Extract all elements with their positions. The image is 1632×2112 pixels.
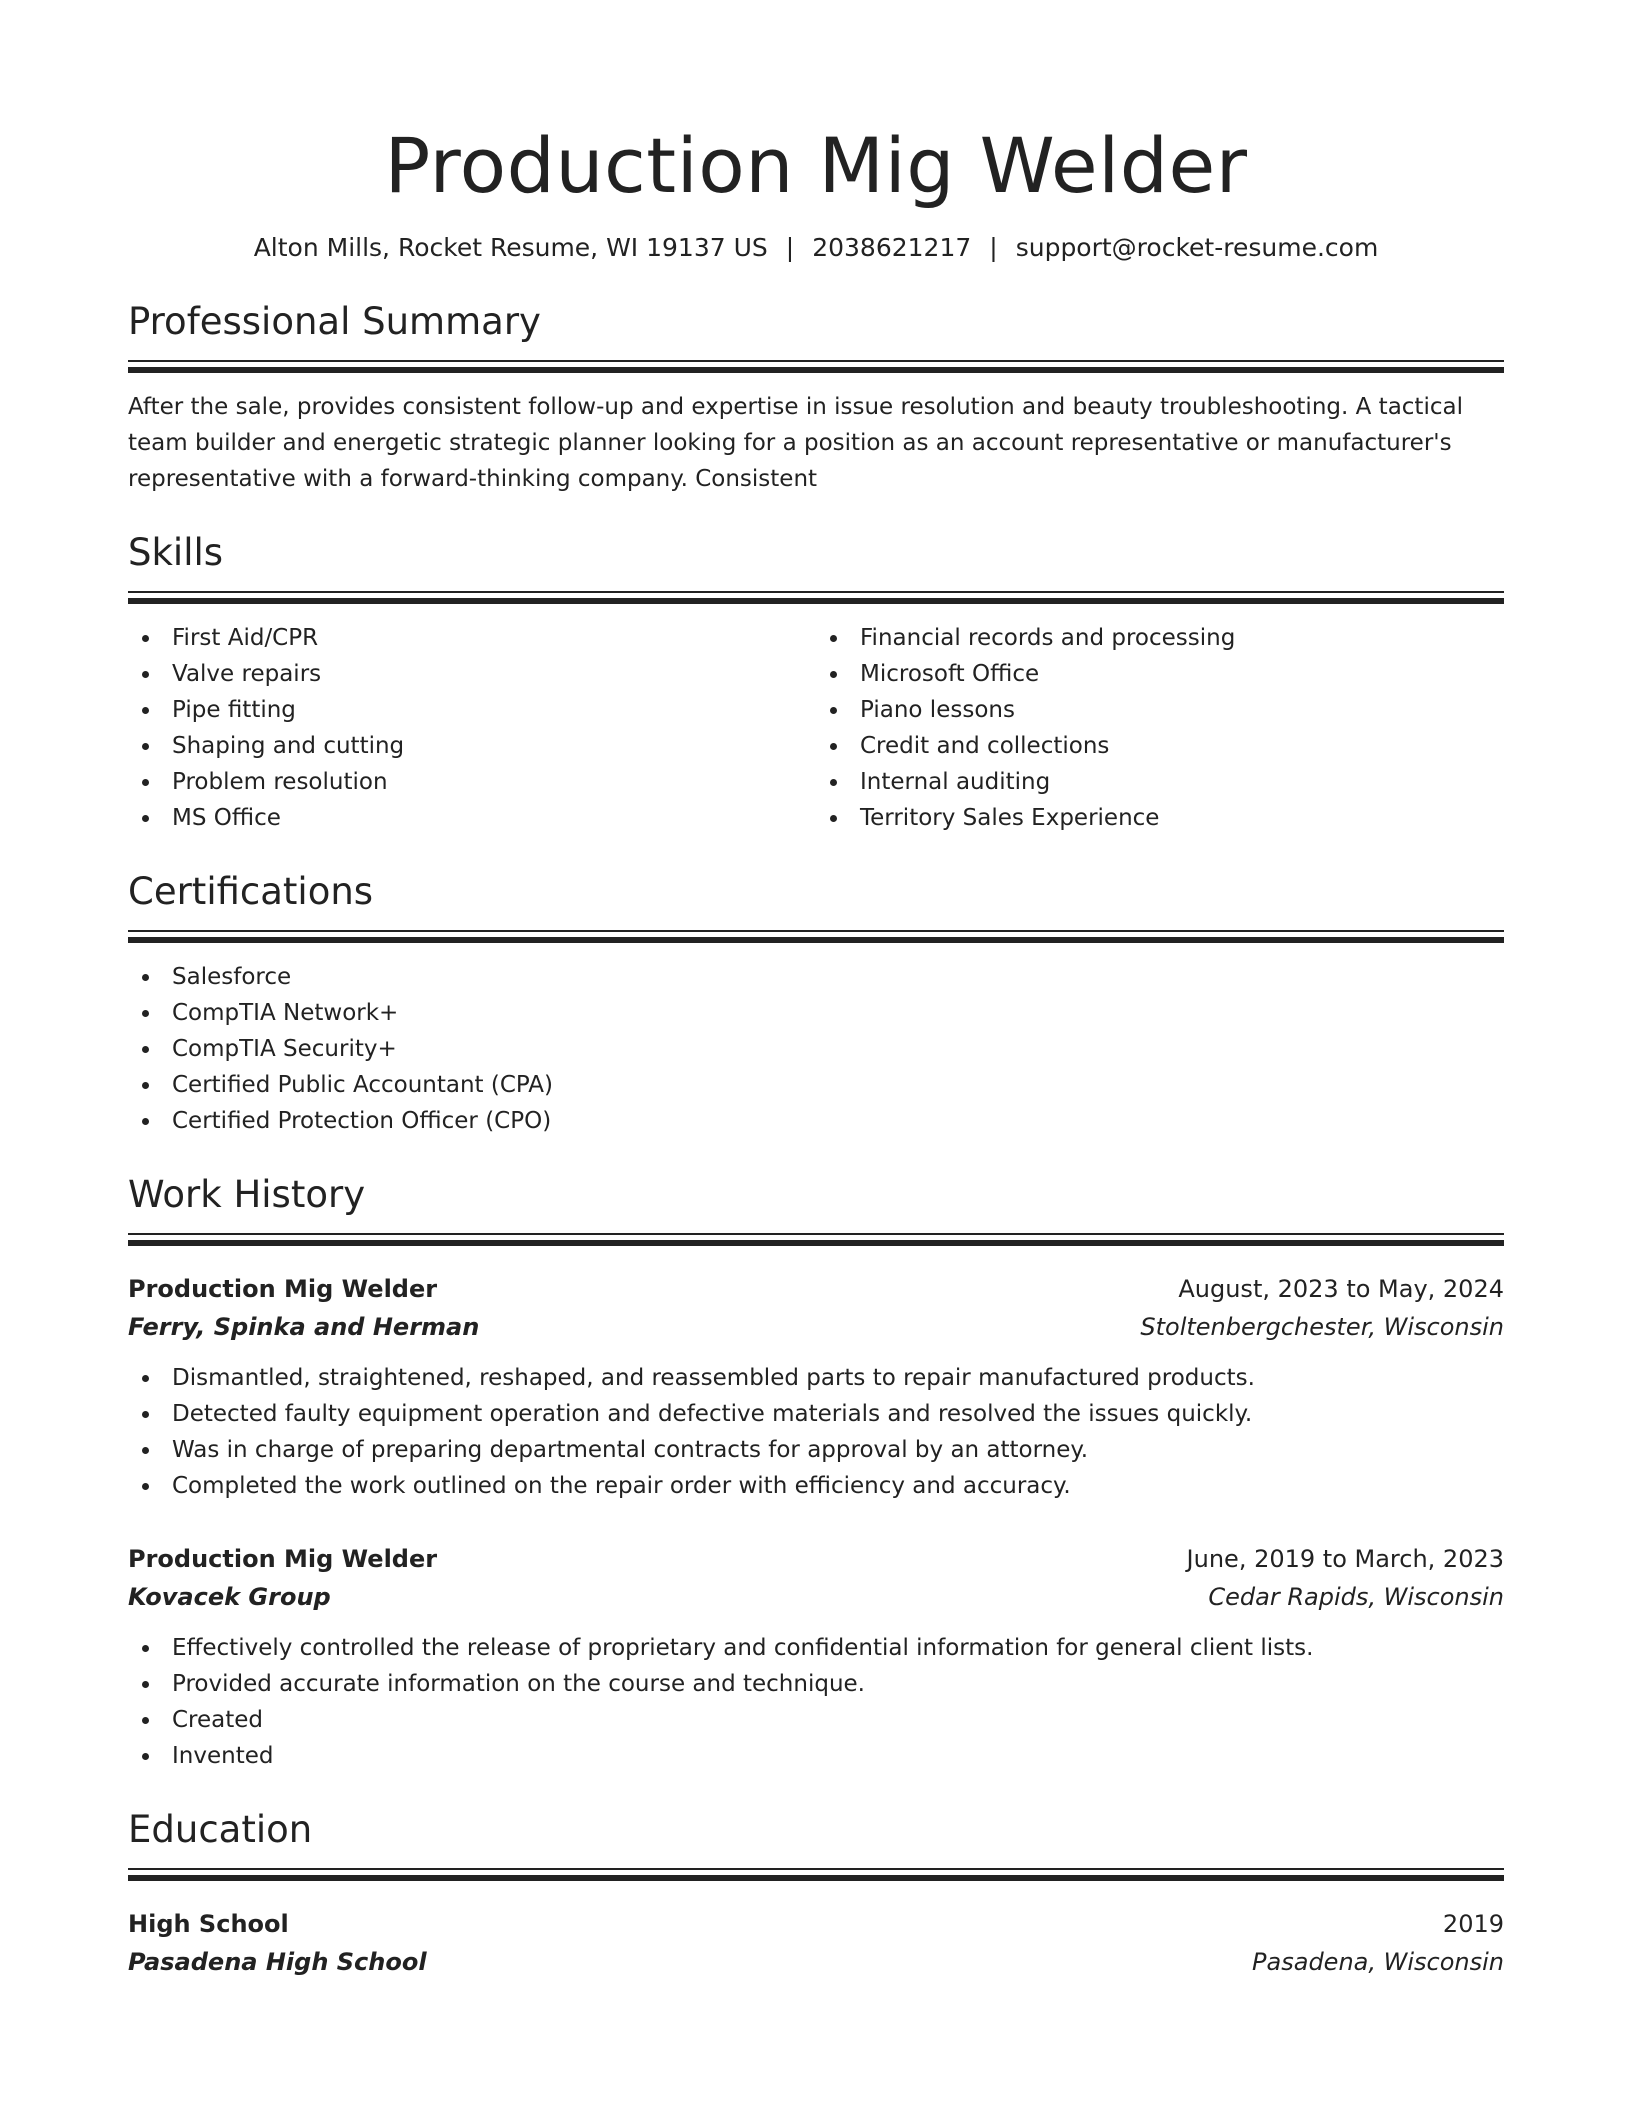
certification-item: CompTIA Network+ bbox=[128, 995, 1504, 1031]
section-title-certifications: Certifications bbox=[128, 870, 374, 913]
skill-item: Valve repairs bbox=[128, 656, 816, 692]
skill-item: Pipe fitting bbox=[128, 692, 816, 728]
education-location: Pasadena, Wisconsin bbox=[1252, 1948, 1504, 1976]
job-dates: August, 2023 to May, 2024 bbox=[1178, 1275, 1504, 1303]
summary-text: After the sale, provides consistent follow-up and expertise in issue resolution and beauty troubleshooting. A tactical team builder and energetic strategic planner looking for a position as an account representative or manufacturer's representative with a forward-thinking company. Consistent bbox=[128, 394, 1463, 492]
section-title-summary: Professional Summary bbox=[128, 300, 541, 343]
job-duties-list bbox=[128, 1630, 1504, 1774]
education-school: Pasadena High School bbox=[128, 1948, 427, 1976]
job-duty: Provided accurate information on the course and technique. bbox=[128, 1666, 1504, 1702]
contact-separator: | bbox=[989, 233, 998, 262]
section-divider bbox=[128, 360, 1504, 375]
contact-separator: | bbox=[785, 233, 795, 262]
education-entry bbox=[128, 1905, 1504, 1981]
job-location: Cedar Rapids, Wisconsin bbox=[1208, 1583, 1504, 1611]
contact-email[interactable]: support@rocket-resume.com bbox=[1015, 233, 1379, 262]
skill-item: Problem resolution bbox=[128, 764, 816, 800]
section-title-work-history: Work History bbox=[128, 1173, 366, 1216]
section-divider bbox=[128, 930, 1504, 945]
skill-item: Internal auditing bbox=[816, 764, 1504, 800]
job-duty: Effectively controlled the release of proprietary and confidential information for general client lists. bbox=[128, 1630, 1504, 1666]
skill-item: First Aid/CPR bbox=[128, 620, 816, 656]
skill-item: Microsoft Office bbox=[816, 656, 1504, 692]
job-title: Production Mig Welder bbox=[128, 1545, 438, 1573]
resume-name: Production Mig Welder bbox=[384, 121, 1248, 210]
job-entry bbox=[128, 1540, 1504, 1774]
certification-item: Certified Protection Officer (CPO) bbox=[128, 1103, 1504, 1139]
skill-item: Financial records and processing bbox=[816, 620, 1504, 656]
skill-item: Piano lessons bbox=[816, 692, 1504, 728]
job-entry bbox=[128, 1270, 1504, 1504]
job-location: Stoltenbergchester, Wisconsin bbox=[1140, 1313, 1504, 1341]
section-divider bbox=[128, 1233, 1504, 1248]
section-divider bbox=[128, 591, 1504, 606]
skills-grid bbox=[128, 606, 1504, 836]
skills-column-left bbox=[128, 620, 816, 836]
section-divider bbox=[128, 1868, 1504, 1883]
section-title-skills: Skills bbox=[128, 531, 224, 574]
job-duty: Detected faulty equipment operation and defective materials and resolved the issues quickly. bbox=[128, 1396, 1504, 1432]
certifications-list bbox=[128, 959, 1504, 1139]
job-duty: Dismantled, straightened, reshaped, and reassembled parts to repair manufactured products. bbox=[128, 1360, 1504, 1396]
skills-column-right bbox=[816, 620, 1504, 836]
education-year: 2019 bbox=[1442, 1910, 1504, 1938]
certification-item: Certified Public Accountant (CPA) bbox=[128, 1067, 1504, 1103]
job-company: Ferry, Spinka and Herman bbox=[128, 1313, 480, 1341]
job-title: Production Mig Welder bbox=[128, 1275, 438, 1303]
contact-line bbox=[128, 230, 1504, 266]
job-duty: Was in charge of preparing departmental contracts for approval by an attorney. bbox=[128, 1432, 1504, 1468]
contact-phone: 2038621217 bbox=[812, 233, 972, 262]
skill-item: Credit and collections bbox=[816, 728, 1504, 764]
skill-item: Shaping and cutting bbox=[128, 728, 816, 764]
summary-section bbox=[128, 296, 1504, 497]
job-duty: Created bbox=[128, 1702, 1504, 1738]
job-duties-list bbox=[128, 1360, 1504, 1504]
contact-address: Alton Mills, Rocket Resume, WI 19137 US bbox=[253, 233, 768, 262]
section-title-education: Education bbox=[128, 1808, 313, 1851]
skill-item: Territory Sales Experience bbox=[816, 800, 1504, 836]
education-degree: High School bbox=[128, 1910, 289, 1938]
certifications-section bbox=[128, 866, 1504, 1139]
skill-item: MS Office bbox=[128, 800, 816, 836]
job-dates: June, 2019 to March, 2023 bbox=[1186, 1545, 1504, 1573]
job-duty: Completed the work outlined on the repair order with efficiency and accuracy. bbox=[128, 1468, 1504, 1504]
education-section bbox=[128, 1804, 1504, 1981]
certification-item: CompTIA Security+ bbox=[128, 1031, 1504, 1067]
work-history-section bbox=[128, 1169, 1504, 1774]
job-duty: Invented bbox=[128, 1738, 1504, 1774]
resume-page bbox=[128, 112, 1504, 1981]
certification-item: Salesforce bbox=[128, 959, 1504, 995]
job-company: Kovacek Group bbox=[128, 1583, 331, 1611]
skills-section bbox=[128, 527, 1504, 836]
